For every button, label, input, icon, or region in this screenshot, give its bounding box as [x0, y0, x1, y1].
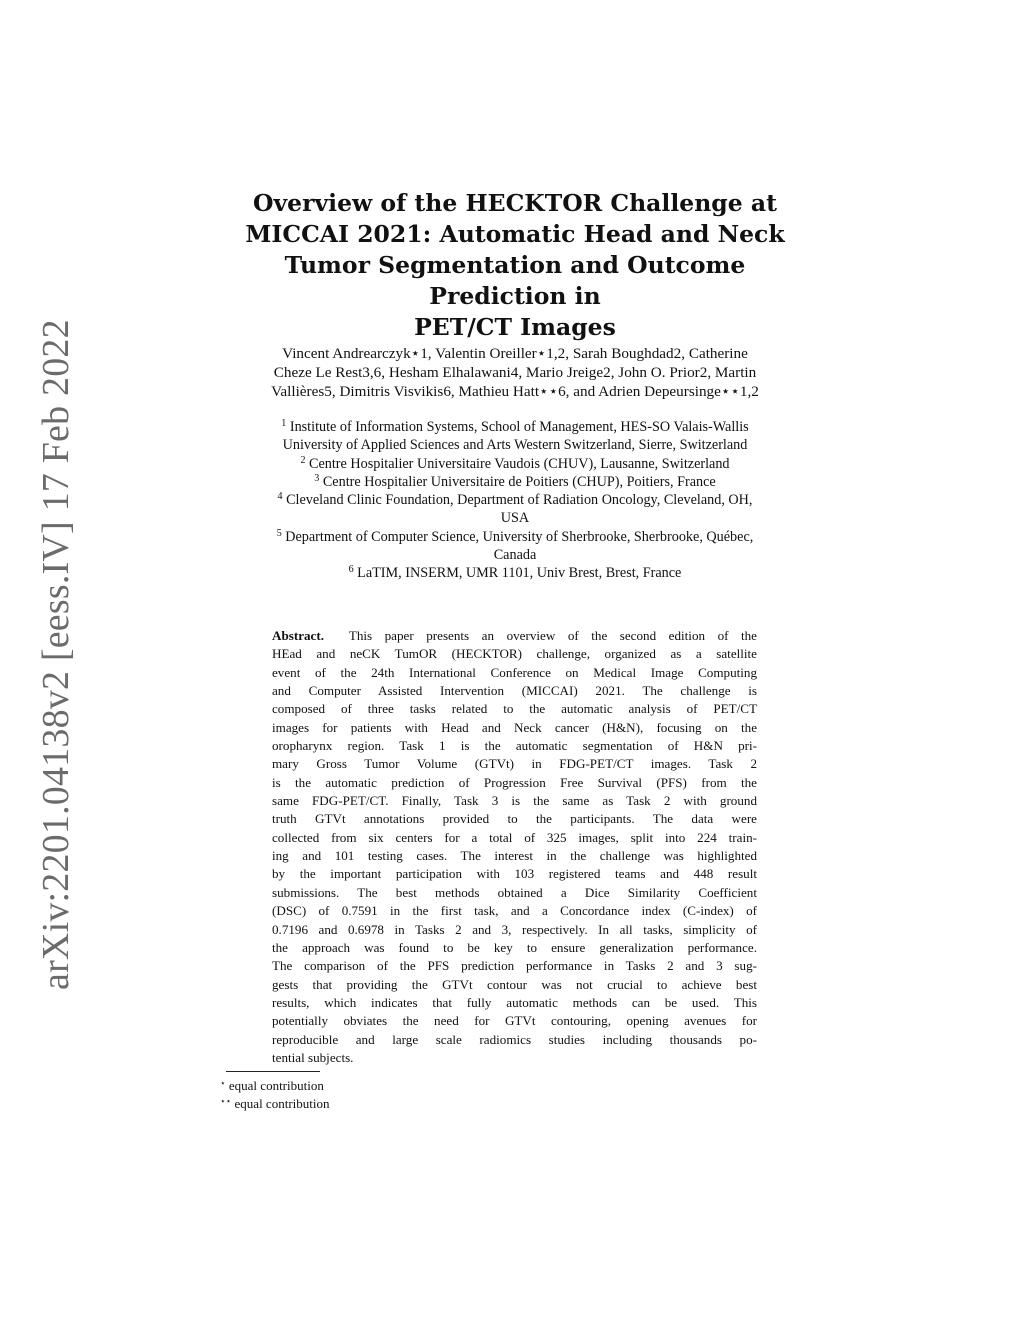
abstract-line: submissions. The best methods obtained a Dice Similarity Coefficient	[272, 884, 757, 900]
affiliation-text: Department of Computer Science, University of Sherbrooke, Sherbrooke, Québec,	[285, 528, 754, 545]
abstract-label: Abstract.	[272, 628, 324, 643]
abstract-text: This paper presents an overview of the second edition of the	[348, 628, 757, 643]
author-list	[222, 344, 808, 401]
abstract-line: is the automatic prediction of Progression Free Survival (PFS) from the	[272, 774, 757, 790]
abstract-line: collected from six centers for a total of 325 images, split into 224 train-	[272, 829, 757, 845]
affiliation-text: Canada	[493, 547, 537, 564]
abstract-line: the approach was found to be key to ensure generalization performance.	[272, 939, 757, 955]
author-line: Cheze Le Rest3,6, Hesham Elhalawani4, Mario Jreige2, John O. Prior2, Martin	[273, 364, 757, 381]
abstract-line: ing and 101 testing cases. The interest in the challenge was highlighted	[272, 848, 757, 864]
affiliation-mark: 5	[276, 527, 282, 539]
affiliation-text: Institute of Information Systems, School of Management, HES-SO Valais-Wallis	[289, 419, 749, 435]
title-line: Overview of the HECKTOR Challenge at	[253, 189, 777, 217]
abstract-line: mary Gross Tumor Volume (GTVt) in FDG-PET/CT images. Task 2	[272, 756, 757, 772]
abstract-line: images for patients with Head and Neck cancer (H&N), focusing on the	[272, 719, 757, 735]
title-line: Tumor Segmentation and Outcome Prediction in	[284, 251, 746, 310]
affiliation-line	[222, 528, 808, 546]
affiliation-text: University of Applied Sciences and Arts Western Switzerland, Sierre, Switzerland	[282, 437, 748, 454]
abstract-line	[272, 627, 757, 645]
abstract-line: truth GTVt annotations provided to the participants. The data were	[272, 811, 757, 827]
affiliation-mark: 1	[281, 418, 287, 429]
footnote	[220, 1077, 329, 1095]
footnote-mark: ⋆	[220, 1078, 226, 1088]
affiliation-mark: 6	[348, 564, 354, 576]
abstract-line: oropharynx region. Task 1 is the automatic segmentation of H&N pri-	[272, 738, 757, 754]
affiliation-line	[222, 436, 808, 454]
affiliation-text: LaTIM, INSERM, UMR 1101, Univ Brest, Brest, France	[357, 565, 682, 582]
abstract-line: (DSC) of 0.7591 in the first task, and a Concordance index (C-index) of	[272, 903, 757, 919]
affiliation-text: USA	[500, 510, 530, 527]
abstract-line: 0.7196 and 0.6978 in Tasks 2 and 3, respectively. In all tasks, simplicity of	[272, 921, 757, 937]
affiliation-line	[222, 455, 808, 473]
abstract-line: by the important participation with 103 registered teams and 448 result	[272, 866, 757, 882]
affiliation-text: Centre Hospitalier Universitaire de Poitiers (CHUP), Poitiers, France	[322, 473, 716, 490]
arxiv-identifier-stamp: arXiv:2201.04138v2 [eess.IV] 17 Feb 2022	[35, 319, 77, 990]
affiliation-line	[222, 509, 808, 527]
affiliation-mark: 4	[277, 491, 283, 503]
paper-title	[220, 188, 810, 343]
abstract-line: same FDG-PET/CT. Finally, Task 3 is the same as Task 2 with ground	[272, 793, 757, 809]
footnote-mark: ⋆⋆	[220, 1096, 232, 1106]
abstract	[272, 627, 757, 1067]
footnote-rule	[226, 1071, 320, 1072]
affiliation-line	[222, 473, 808, 491]
abstract-line: tential subjects.	[272, 1049, 354, 1065]
title-line: PET/CT Images	[414, 313, 616, 341]
title-line: MICCAI 2021: Automatic Head and Neck	[245, 220, 785, 248]
affiliation-line	[222, 418, 808, 436]
affiliation-line	[222, 491, 808, 509]
affiliation-mark: 2	[300, 454, 306, 466]
abstract-line: composed of three tasks related to the automatic analysis of PET/CT	[272, 701, 757, 717]
abstract-line: and Computer Assisted Intervention (MICCAI) 2021. The challenge is	[272, 683, 757, 699]
affiliation-line	[222, 564, 808, 582]
affiliation-list	[222, 418, 808, 583]
affiliation-line	[222, 546, 808, 564]
abstract-line: potentially obviates the need for GTVt contouring, opening avenues for	[272, 1013, 757, 1029]
footnote-text: equal contribution	[234, 1096, 330, 1111]
footnotes	[220, 1077, 329, 1113]
footnote	[220, 1095, 329, 1113]
affiliation-text: Cleveland Clinic Foundation, Department of Radiation Oncology, Cleveland, OH,	[286, 492, 753, 509]
author-line: Vallières5, Dimitris Visvikis6, Mathieu Hatt⋆⋆6, and Adrien Depeursinge⋆⋆1,2	[271, 383, 759, 400]
abstract-line: reproducible and large scale radiomics studies including thousands po-	[272, 1031, 757, 1047]
abstract-line: results, which indicates that fully automatic methods can be used. This	[272, 994, 757, 1010]
author-line: Vincent Andrearczyk⋆1, Valentin Oreiller⋆1,2, Sarah Boughdad2, Catherine	[282, 345, 748, 362]
abstract-line: event of the 24th International Conference on Medical Image Computing	[272, 664, 757, 680]
affiliation-text: Centre Hospitalier Universitaire Vaudois (CHUV), Lausanne, Switzerland	[309, 455, 730, 472]
abstract-line: The comparison of the PFS prediction performance in Tasks 2 and 3 sug-	[272, 958, 757, 974]
affiliation-mark: 3	[314, 472, 320, 484]
abstract-line: HEad and neCK TumOR (HECKTOR) challenge, organized as a satellite	[272, 646, 757, 662]
footnote-text: equal contribution	[228, 1078, 324, 1093]
abstract-line: gests that providing the GTVt contour was not crucial to achieve best	[272, 976, 757, 992]
